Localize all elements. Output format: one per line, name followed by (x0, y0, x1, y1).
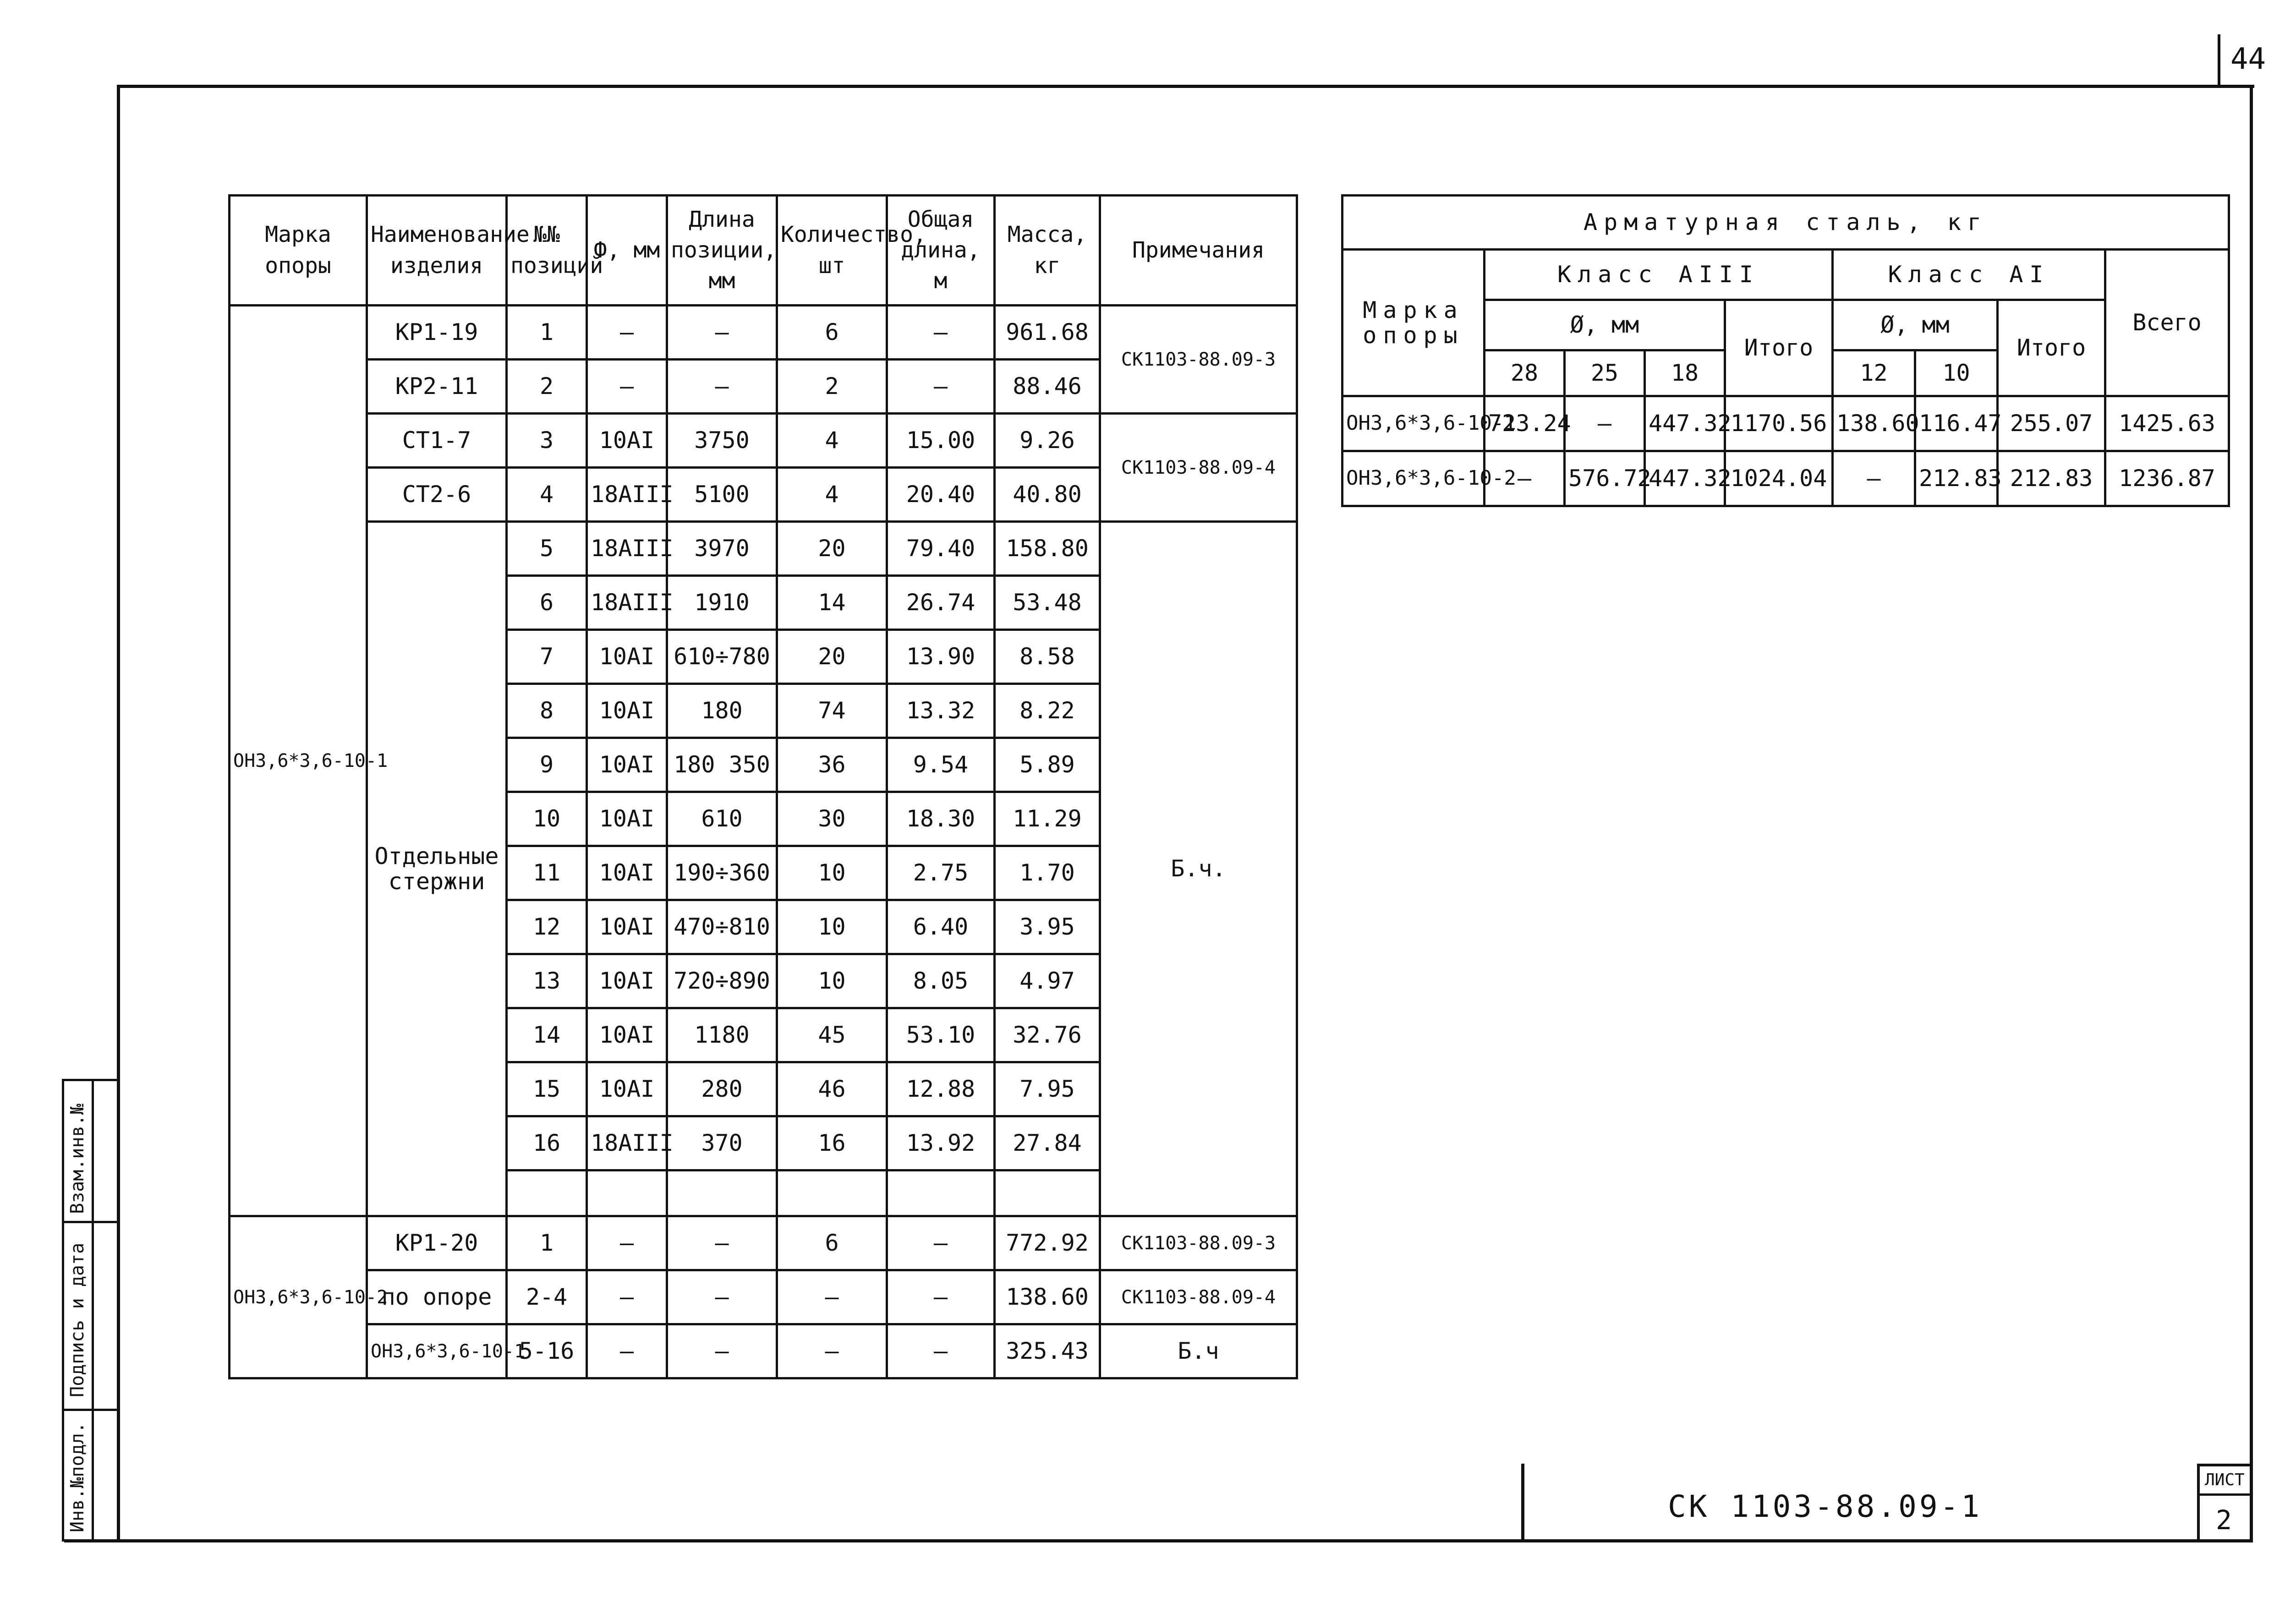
sheet-box-top (2197, 1464, 2252, 1466)
position-number: 16 (507, 1116, 587, 1170)
a1-total-cell: 212.83 (1998, 451, 2105, 506)
position-number: 9 (507, 738, 587, 792)
total-length-cell: — (887, 360, 995, 414)
mass-cell: 27.84 (995, 1116, 1100, 1170)
header-diameter: Ф, мм (587, 196, 667, 306)
empty-cell (507, 1170, 587, 1216)
note-cell: Б.ч. (1100, 522, 1297, 1216)
position-number: 15 (507, 1062, 587, 1116)
position-number: 3 (507, 414, 587, 468)
total-length-cell: 18.30 (887, 792, 995, 846)
table-row (230, 1216, 1297, 1270)
stamp-signature-field: Подпись и дата (67, 1242, 88, 1397)
diameter-cell: — (587, 360, 667, 414)
total-length-cell: 79.40 (887, 522, 995, 576)
item-name: ОН3,6*3,6-10-1 (367, 1324, 507, 1378)
title-block-divider (1521, 1464, 1524, 1542)
diameter-cell: 10АI (587, 1062, 667, 1116)
quantity-cell: 6 (777, 1216, 887, 1270)
mass-cell: 158.80 (995, 522, 1100, 576)
header-position: №№ позиций (507, 196, 587, 306)
grand-total-cell: 1236.87 (2105, 451, 2229, 506)
d12-cell: — (1833, 451, 1915, 506)
length-cell: 280 (667, 1062, 777, 1116)
quantity-cell: 16 (777, 1116, 887, 1170)
mass-cell: 7.95 (995, 1062, 1100, 1116)
grand-total-cell: 1425.63 (2105, 396, 2229, 451)
length-cell: — (667, 360, 777, 414)
quantity-cell: 10 (777, 846, 887, 900)
quantity-cell: — (777, 1270, 887, 1324)
total-length-cell: 9.54 (887, 738, 995, 792)
d28-cell: 723.24 (1485, 396, 1565, 451)
table-row (1343, 451, 2229, 506)
total-length-cell: 6.40 (887, 900, 995, 954)
total-length-cell: 15.00 (887, 414, 995, 468)
sheet-box-left (2197, 1464, 2200, 1542)
total-length-cell: — (887, 306, 995, 360)
position-number: 2-4 (507, 1270, 587, 1324)
item-name: КР1-20 (367, 1216, 507, 1270)
header-notes: Примечания (1100, 196, 1297, 306)
total-length-cell: 8.05 (887, 954, 995, 1008)
steel-row-mark: ОН3,6*3,6-10-1 (1343, 396, 1485, 451)
diameter-cell: 10АI (587, 954, 667, 1008)
length-cell: 1910 (667, 576, 777, 630)
empty-cell (667, 1170, 777, 1216)
diameter-10-header: 10 (1915, 350, 1998, 396)
table-row (230, 306, 1297, 360)
d18-cell: 447.32 (1645, 451, 1725, 506)
mass-cell: 325.43 (995, 1324, 1100, 1378)
side-stamp (62, 1079, 119, 1542)
length-cell: 470÷810 (667, 900, 777, 954)
length-cell: 180 350 (667, 738, 777, 792)
diameter-cell: 10АI (587, 738, 667, 792)
diameter-cell: 18АIII (587, 576, 667, 630)
note-cell: СК1103-88.09-3 (1100, 1216, 1297, 1270)
position-number: 11 (507, 846, 587, 900)
diameter-18-header: 18 (1645, 350, 1725, 396)
a1-total-header: Итого (1998, 300, 2105, 396)
side-stamp-row-divider (64, 1221, 119, 1223)
length-cell: 610÷780 (667, 630, 777, 684)
a1-total-cell: 255.07 (1998, 396, 2105, 451)
item-name: СТ1-7 (367, 414, 507, 468)
mass-cell: 11.29 (995, 792, 1100, 846)
diameter-cell: 10АI (587, 414, 667, 468)
mass-cell: 88.46 (995, 360, 1100, 414)
note-cell: СК1103-88.09-3 (1100, 306, 1297, 414)
mass-cell: 138.60 (995, 1270, 1100, 1324)
position-number: 7 (507, 630, 587, 684)
position-number: 8 (507, 684, 587, 738)
quantity-cell: 36 (777, 738, 887, 792)
mass-cell: 8.22 (995, 684, 1100, 738)
position-number: 1 (507, 306, 587, 360)
position-number: 5 (507, 522, 587, 576)
mass-cell: 53.48 (995, 576, 1100, 630)
frame-top-border (117, 85, 2254, 88)
quantity-cell: 6 (777, 306, 887, 360)
frame-right-border (2250, 85, 2253, 1542)
item-name: КР1-19 (367, 306, 507, 360)
total-length-cell: 13.92 (887, 1116, 995, 1170)
position-number: 4 (507, 468, 587, 522)
position-number: 2 (507, 360, 587, 414)
mass-cell: 1.70 (995, 846, 1100, 900)
class-a3-header: Класс АIII (1485, 250, 1833, 300)
total-length-cell: 13.90 (887, 630, 995, 684)
diameter-cell: 18АIII (587, 468, 667, 522)
length-cell: — (667, 1270, 777, 1324)
diameter-28-header: 28 (1485, 350, 1565, 396)
position-number: 5-16 (507, 1324, 587, 1378)
d10-cell: 116.47 (1915, 396, 1998, 451)
length-cell: 720÷890 (667, 954, 777, 1008)
table-row (230, 1324, 1297, 1378)
a1-diameter-header: Ø, мм (1833, 300, 1998, 350)
length-cell: — (667, 1216, 777, 1270)
page-number: 44 (2230, 42, 2266, 76)
d28-cell: — (1485, 451, 1565, 506)
header-quantity: Количество, шт (777, 196, 887, 306)
length-cell: 3970 (667, 522, 777, 576)
quantity-cell: 4 (777, 468, 887, 522)
d25-cell: 576.72 (1565, 451, 1645, 506)
diameter-cell: — (587, 1270, 667, 1324)
a3-diameter-header: Ø, мм (1485, 300, 1725, 350)
diameter-cell: — (587, 306, 667, 360)
steel-row-mark: ОН3,6*3,6-10-2 (1343, 451, 1485, 506)
separate-rods-label: Отдельные стержни (367, 522, 507, 1216)
position-number: 10 (507, 792, 587, 846)
a3-total-cell: 1170.56 (1725, 396, 1833, 451)
mass-cell: 5.89 (995, 738, 1100, 792)
sheet-number: 2 (2216, 1504, 2232, 1536)
d25-cell: — (1565, 396, 1645, 451)
quantity-cell: 10 (777, 954, 887, 1008)
table-row (230, 522, 1297, 576)
specification-table (228, 194, 1298, 1379)
diameter-cell: 10АI (587, 900, 667, 954)
length-cell: 190÷360 (667, 846, 777, 900)
sheet-box-divider (2197, 1493, 2252, 1496)
table-row (230, 414, 1297, 468)
length-cell: 3750 (667, 414, 777, 468)
a3-total-cell: 1024.04 (1725, 451, 1833, 506)
length-cell: 370 (667, 1116, 777, 1170)
mass-cell: 8.58 (995, 630, 1100, 684)
diameter-cell: 18АIII (587, 1116, 667, 1170)
quantity-cell: 46 (777, 1062, 887, 1116)
diameter-cell: — (587, 1324, 667, 1378)
steel-summary-table (1341, 194, 2230, 507)
group2-mark: ОН3,6*3,6-10-2 (230, 1216, 367, 1378)
position-number: 12 (507, 900, 587, 954)
quantity-cell: 10 (777, 900, 887, 954)
diameter-cell: 10АI (587, 630, 667, 684)
total-length-cell: — (887, 1270, 995, 1324)
d10-cell: 212.83 (1915, 451, 1998, 506)
length-cell: — (667, 306, 777, 360)
total-length-cell: 20.40 (887, 468, 995, 522)
table-row (230, 1270, 1297, 1324)
header-length: Длина позиции, мм (667, 196, 777, 306)
quantity-cell: 14 (777, 576, 887, 630)
length-cell: — (667, 1324, 777, 1378)
item-name: СТ2-6 (367, 468, 507, 522)
steel-header-mark: Марка опоры (1343, 250, 1485, 396)
length-cell: 610 (667, 792, 777, 846)
quantity-cell: 20 (777, 630, 887, 684)
quantity-cell: 2 (777, 360, 887, 414)
corner-tick-vertical (2218, 34, 2220, 85)
length-cell: 180 (667, 684, 777, 738)
quantity-cell: 30 (777, 792, 887, 846)
item-name: по опоре (367, 1270, 507, 1324)
quantity-cell: 4 (777, 414, 887, 468)
quantity-cell: — (777, 1324, 887, 1378)
group1-mark: ОН3,6*3,6-10-1 (230, 306, 367, 1216)
quantity-cell: 74 (777, 684, 887, 738)
diameter-cell: 10АI (587, 1008, 667, 1062)
mass-cell: 961.68 (995, 306, 1100, 360)
empty-cell (587, 1170, 667, 1216)
note-cell: СК1103-88.09-4 (1100, 1270, 1297, 1324)
header-total-length: Общая длина, м (887, 196, 995, 306)
length-cell: 5100 (667, 468, 777, 522)
mass-cell: 772.92 (995, 1216, 1100, 1270)
note-cell: Б.ч (1100, 1324, 1297, 1378)
position-number: 14 (507, 1008, 587, 1062)
empty-cell (995, 1170, 1100, 1216)
side-stamp-column-divider (92, 1081, 94, 1539)
total-length-cell: 13.32 (887, 684, 995, 738)
note-cell: СК1103-88.09-4 (1100, 414, 1297, 522)
mass-cell: 3.95 (995, 900, 1100, 954)
total-length-cell: — (887, 1324, 995, 1378)
sheet-label: ЛИСТ (2205, 1471, 2245, 1489)
d12-cell: 138.60 (1833, 396, 1915, 451)
header-name: Наименование изделия (367, 196, 507, 306)
diameter-12-header: 12 (1833, 350, 1915, 396)
header-mass: Масса, кг (995, 196, 1100, 306)
stamp-replacement-field: Взам.инв.№ (67, 1104, 88, 1214)
diameter-25-header: 25 (1565, 350, 1645, 396)
diameter-cell: — (587, 1216, 667, 1270)
side-stamp-row-divider (64, 1409, 119, 1411)
grand-total-header: Всего (2105, 250, 2229, 396)
quantity-cell: 45 (777, 1008, 887, 1062)
length-cell: 1180 (667, 1008, 777, 1062)
empty-cell (777, 1170, 887, 1216)
mass-cell: 32.76 (995, 1008, 1100, 1062)
stamp-inventory-field: Инв.№подл. (67, 1422, 88, 1532)
total-length-cell: 53.10 (887, 1008, 995, 1062)
header-mark: Марка опоры (230, 196, 367, 306)
position-number: 6 (507, 576, 587, 630)
diameter-cell: 10АI (587, 846, 667, 900)
total-length-cell: 12.88 (887, 1062, 995, 1116)
quantity-cell: 20 (777, 522, 887, 576)
d18-cell: 447.32 (1645, 396, 1725, 451)
total-length-cell: — (887, 1216, 995, 1270)
position-number: 1 (507, 1216, 587, 1270)
mass-cell: 40.80 (995, 468, 1100, 522)
mass-cell: 9.26 (995, 414, 1100, 468)
diameter-cell: 18АIII (587, 522, 667, 576)
item-name: КР2-11 (367, 360, 507, 414)
steel-table-title: Арматурная сталь, кг (1343, 196, 2229, 250)
total-length-cell: 2.75 (887, 846, 995, 900)
position-number: 13 (507, 954, 587, 1008)
class-a1-header: Класс АI (1833, 250, 2105, 300)
document-code: СК 1103-88.09-1 (1668, 1489, 1983, 1524)
frame-bottom-border (64, 1539, 2253, 1542)
mass-cell: 4.97 (995, 954, 1100, 1008)
empty-cell (887, 1170, 995, 1216)
diameter-cell: 10АI (587, 684, 667, 738)
total-length-cell: 26.74 (887, 576, 995, 630)
diameter-cell: 10АI (587, 792, 667, 846)
table-row (1343, 396, 2229, 451)
a3-total-header: Итого (1725, 300, 1833, 396)
